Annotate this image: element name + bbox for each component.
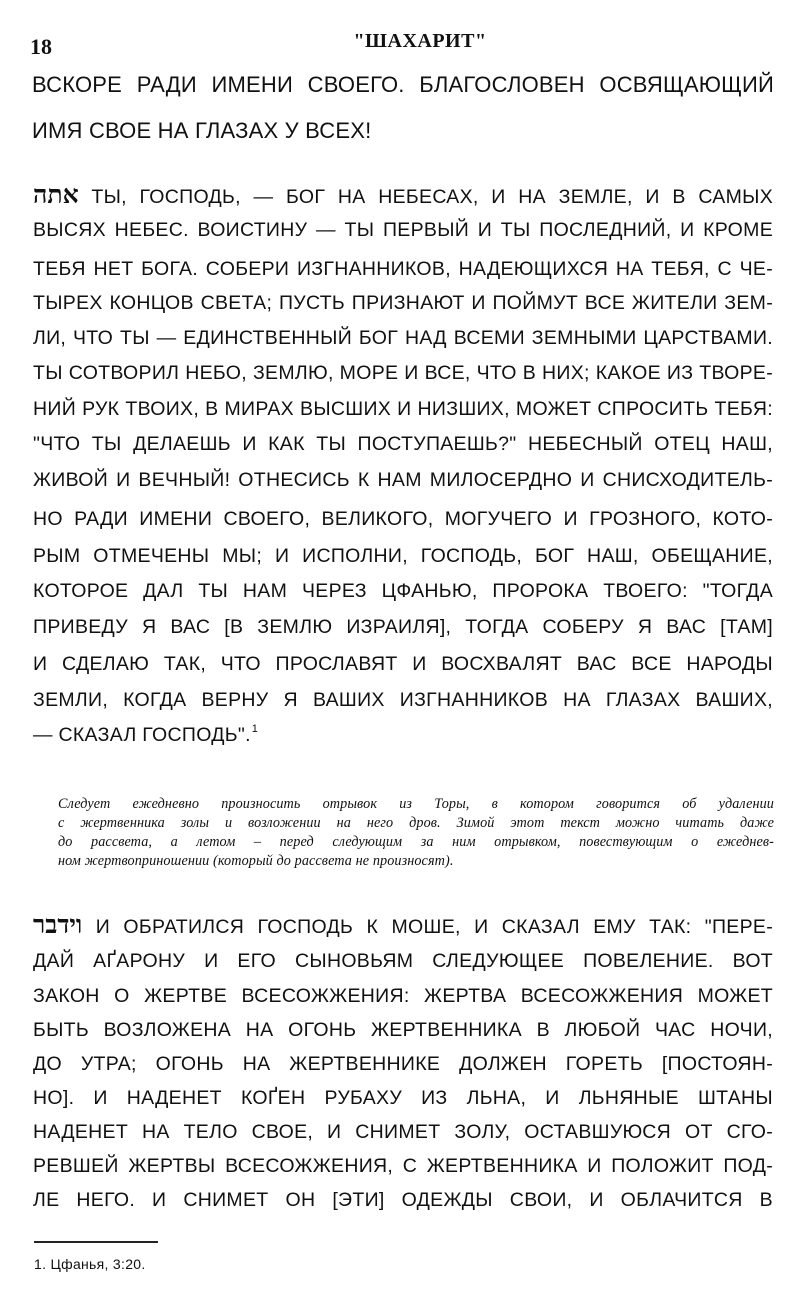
instruction-note-line: ном жертвоприношении (который до рассвета не произносят). bbox=[58, 853, 454, 869]
running-title: "ШАХАРИТ" bbox=[353, 30, 487, 52]
hebrew-initial-word: אתה bbox=[33, 180, 79, 209]
text-line: ЗАКОН О ЖЕРТВЕ ВСЕСОЖЖЕНИЯ: ЖЕРТВА ВСЕСОЖЖЕНИЯ МОЖЕТ bbox=[33, 985, 773, 1007]
text-line: КОТОРОЕ ДАЛ ТЫ НАМ ЧЕРЕЗ ЦФАНЬЮ, ПРОРОКА ТВОЕГО: "ТОГДА bbox=[33, 580, 773, 602]
first-line-text: И ОБРАТИЛСЯ ГОСПОДЬ К МОШЕ, И СКАЗАЛ ЕМУ ТАК: "ПЕРЕ- bbox=[95, 916, 774, 938]
text-line: ВЫСЯХ НЕБЕС. ВОИСТИНУ — ТЫ ПЕРВЫЙ И ТЫ ПОСЛЕДНИЙ, И КРОМЕ bbox=[33, 219, 773, 241]
instruction-note-line: с жертвенника золы и возложении на него дров. Зимой этот текст можно читать даже bbox=[58, 815, 774, 831]
instruction-note-line: Следует ежедневно произносить отрывок из Торы, в котором говорится об удалении bbox=[58, 796, 774, 812]
text-line: ИМЯ СВОЕ НА ГЛАЗАХ У ВСЕХ! bbox=[32, 118, 372, 143]
text-line: РЕВШЕЙ ЖЕРТВЫ ВСЕСОЖЖЕНИЯ, С ЖЕРТВЕННИКА И ПОЛОЖИТ ПОД- bbox=[33, 1155, 773, 1177]
text-line: ДАЙ АҐАРОНУ И ЕГО СЫНОВЬЯМ СЛЕДУЮЩЕЕ ПОВЕЛЕНИЕ. ВОТ bbox=[33, 950, 773, 972]
text-line: НО РАДИ ИМЕНИ СВОЕГО, ВЕЛИКОГО, МОГУЧЕГО И ГРОЗНОГО, КОТО- bbox=[33, 508, 773, 530]
first-line-text: ТЫ, ГОСПОДЬ, — БОГ НА НЕБЕСАХ, И НА ЗЕМЛЕ, И В САМЫХ bbox=[91, 186, 774, 208]
paragraph-first-line bbox=[33, 910, 773, 940]
text-line: НО]. И НАДЕНЕТ КОҐЕН РУБАХУ ИЗ ЛЬНА, И ЛЬНЯНЫЕ ШТАНЫ bbox=[33, 1087, 773, 1109]
text-line: ТЫ СОТВОРИЛ НЕБО, ЗЕМЛЮ, МОРЕ И ВСЕ, ЧТО В НИХ; КАКОЕ ИЗ ТВОРЕ- bbox=[33, 362, 773, 384]
footnote: 1. Цфанья, 3:20. bbox=[34, 1256, 146, 1272]
text-line: БЫТЬ ВОЗЛОЖЕНА НА ОГОНЬ ЖЕРТВЕННИКА В ЛЮБОЙ ЧАС НОЧИ, bbox=[33, 1019, 773, 1041]
instruction-note-line: до рассвета, а летом – перед следующим за ним отрывком, повествующим о ежеднев- bbox=[58, 834, 774, 850]
last-line-text: — СКАЗАЛ ГОСПОДЬ". bbox=[33, 724, 251, 746]
text-line: И СДЕЛАЮ ТАК, ЧТО ПРОСЛАВЯТ И ВОСХВАЛЯТ ВАС ВСЕ НАРОДЫ bbox=[33, 653, 773, 675]
text-line: НАДЕНЕТ НА ТЕЛО СВОЕ, И СНИМЕТ ЗОЛУ, ОСТАВШУЮСЯ ОТ СГО- bbox=[33, 1121, 773, 1143]
footnote-divider bbox=[34, 1241, 158, 1243]
text-line: ТЕБЯ НЕТ БОГА. СОБЕРИ ИЗГНАННИКОВ, НАДЕЮЩИХСЯ НА ТЕБЯ, С ЧЕ- bbox=[33, 258, 773, 280]
footnote-marker: 1 bbox=[251, 723, 259, 735]
text-line: ДО УТРА; ОГОНЬ НА ЖЕРТВЕННИКЕ ДОЛЖЕН ГОРЕТЬ [ПОСТОЯН- bbox=[33, 1053, 773, 1075]
text-line: ЖИВОЙ И ВЕЧНЫЙ! ОТНЕСИСЬ К НАМ МИЛОСЕРДНО И СНИСХОДИТЕЛЬ- bbox=[33, 469, 773, 491]
text-line: ЗЕМЛИ, КОГДА ВЕРНУ Я ВАШИХ ИЗГНАННИКОВ НА ГЛАЗАХ ВАШИХ, bbox=[33, 689, 773, 711]
text-line: НИЙ РУК ТВОИХ, В МИРАХ ВЫСШИХ И НИЗШИХ, МОЖЕТ СПРОСИТЬ ТЕБЯ: bbox=[33, 398, 773, 420]
text-line: "ЧТО ТЫ ДЕЛАЕШЬ И КАК ТЫ ПОСТУПАЕШЬ?" НЕБЕСНЫЙ ОТЕЦ НАШ, bbox=[33, 433, 773, 455]
text-line: ЛЕ НЕГО. И СНИМЕТ ОН [ЭТИ] ОДЕЖДЫ СВОИ, И ОБЛАЧИТСЯ В bbox=[33, 1189, 773, 1211]
hebrew-initial-word: וידבר bbox=[33, 910, 83, 939]
paragraph-first-line bbox=[33, 180, 773, 210]
text-line: ВСКОРЕ РАДИ ИМЕНИ СВОЕГО. БЛАГОСЛОВЕН ОСВЯЩАЮЩИЙ bbox=[32, 72, 774, 97]
text-line: ЛИ, ЧТО ТЫ — ЕДИНСТВЕННЫЙ БОГ НАД ВСЕМИ ЗЕМНЫМИ ЦАРСТВАМИ. bbox=[33, 327, 773, 349]
text-line: РЫМ ОТМЕЧЕНЫ МЫ; И ИСПОЛНИ, ГОСПОДЬ, БОГ НАШ, ОБЕЩАНИЕ, bbox=[33, 545, 773, 567]
page-number: 18 bbox=[30, 34, 52, 59]
text-line: ПРИВЕДУ Я ВАС [В ЗЕМЛЮ ИЗРАИЛЯ], ТОГДА СОБЕРУ Я ВАС [ТАМ] bbox=[33, 616, 773, 638]
paragraph-last-line bbox=[33, 723, 773, 747]
text-line: ТЫРЕХ КОНЦОВ СВЕТА; ПУСТЬ ПРИЗНАЮТ И ПОЙМУТ ВСЕ ЖИТЕЛИ ЗЕМ- bbox=[33, 292, 773, 314]
